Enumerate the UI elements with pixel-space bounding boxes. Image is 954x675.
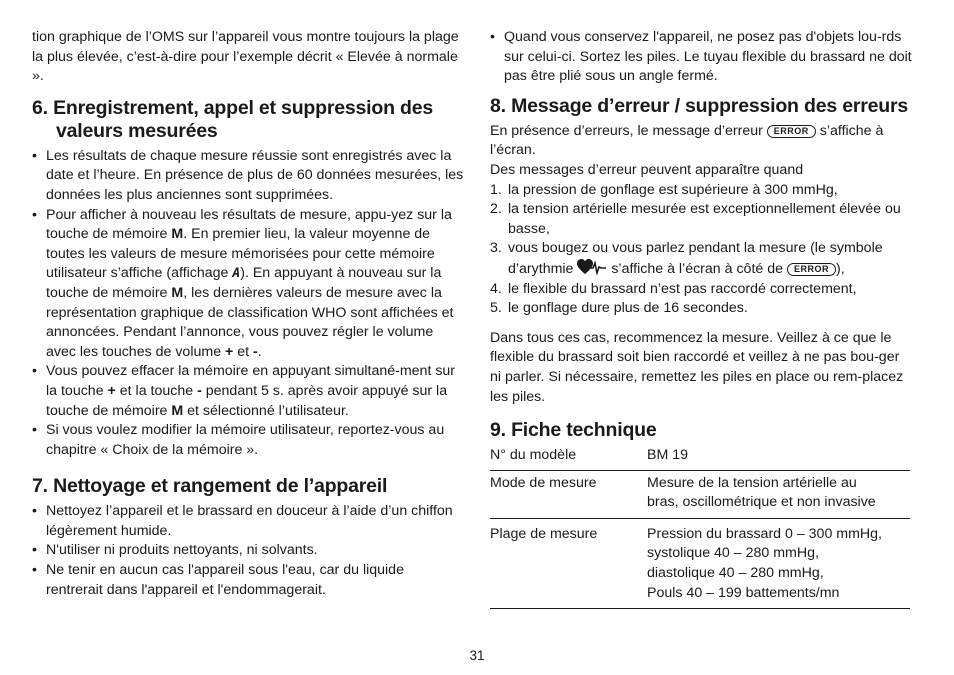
list-item: • Nettoyez l’appareil et le brassard en douceur à l’aide d’un chiffon légèrement humide. bbox=[32, 502, 464, 541]
memory-key-label: M bbox=[171, 402, 184, 419]
list-item: • Ne tenir en aucun cas l'appareil sous l'eau, car du liquide rentrerait dans l'appareil et l'endommagerait. bbox=[32, 561, 464, 600]
minus-key-label: - bbox=[253, 343, 258, 360]
table-row bbox=[490, 518, 910, 608]
minus-key-label: - bbox=[197, 382, 202, 399]
page-number: 31 bbox=[469, 648, 485, 663]
list-item: • Si vous voulez modifier la mémoire utilisateur, reportez-vous au chapitre « Choix de la mémoire ». bbox=[32, 421, 464, 460]
spec-key: N° du modèle bbox=[490, 444, 647, 470]
list-item: 5. le gonflage dure plus de 16 secondes. bbox=[490, 300, 748, 317]
plus-key-label: + bbox=[225, 343, 234, 360]
error-badge: ERROR bbox=[787, 263, 836, 276]
list-item: • N'utiliser ni produits nettoyants, ni solvants. bbox=[32, 541, 464, 561]
section-6-heading: 6. Enregistrement, appel et suppression des valeurs mesurées bbox=[32, 96, 434, 142]
list-item: • Quand vous conservez l'appareil, ne posez pas d'objets lou-rds sur celui-ci. Sortez les piles. Le tuyau flexible du brassard ne doit pas être plié sous un angle fermé. bbox=[490, 28, 912, 87]
memory-key-label: M bbox=[171, 284, 184, 301]
error-remedy-paragraph: Dans tous ces cas, recommencez la mesure. Veillez à ce que le flexible du brassard soit bien raccordé et veillez à ne pas bou-ger ni parler. Si nécessaire, remettez les piles en place ou rem-placez les piles. bbox=[490, 329, 904, 405]
section-6-list bbox=[32, 147, 464, 461]
left-column bbox=[32, 28, 464, 600]
section-8-heading: 8. Message d’erreur / suppression des erreurs bbox=[490, 94, 909, 117]
spec-key: Mode de mesure bbox=[490, 470, 647, 518]
list-item: • Les résultats de chaque mesure réussie sont enregistrés avec la date et l’heure. En présence de plus de 60 données mesurées, les données les plus anciennes sont supprimées. bbox=[32, 147, 464, 206]
average-symbol: A bbox=[232, 266, 241, 282]
error-conditions-lead: Des messages d’erreur peuvent apparaître quand bbox=[490, 161, 804, 178]
section-7-list bbox=[32, 502, 464, 600]
spec-key: Plage de mesure bbox=[490, 518, 647, 608]
list-item: 2. la tension artérielle mesurée est exceptionnellement élevée ou basse, bbox=[490, 201, 901, 237]
arrhythmia-heart-icon bbox=[577, 259, 607, 275]
technical-spec-table bbox=[490, 444, 910, 609]
error-conditions-list bbox=[490, 181, 912, 319]
list-item: 1. la pression de gonflage est supérieure à 300 mmHg, bbox=[490, 181, 838, 198]
intro-paragraph: tion graphique de l’OMS sur l’appareil vous montre toujours la plage la plus élevée, c’est-à-dire pour l’exemple décrit « Elevée à normale ». bbox=[32, 29, 459, 85]
memory-key-label: M bbox=[171, 226, 184, 243]
table-row bbox=[490, 470, 910, 518]
error-intro: En présence d’erreurs, le message d’erreur ERROR s’affiche à l’écran. bbox=[490, 122, 884, 159]
list-item: • Vous pouvez effacer la mémoire en appuyant simultané-ment sur la touche + et la touche - pendant 5 s. après avoir appuyé sur la touche de mémoire M et sélectionné l’utilisateur. bbox=[32, 362, 464, 421]
right-column bbox=[490, 28, 912, 609]
storage-note-list bbox=[490, 28, 912, 87]
list-item: 3. vous bougez ou vous parlez pendant la mesure (le symbole d’arythmie s’affiche à l’écran à côté de ERROR ), bbox=[490, 240, 883, 277]
spec-value: BM 19 bbox=[647, 444, 910, 470]
section-7-heading: 7. Nettoyage et rangement de l’appareil bbox=[32, 475, 388, 498]
list-item: • Pour afficher à nouveau les résultats de mesure, appu-yez sur la touche de mémoire M. En premier lieu, la valeur moyenne de toutes les valeurs de mesure mémorisées pour cette mémoire utilisateur s’affiche (affichage A). En appuyant à nouveau sur la touche de mémoire M, les dernières valeurs de mesure avec la représentation graphique de classification WHO sont affichées et annoncées. Pendant l’annonce, vous pouvez régler le volume avec les touches de volume + et -. bbox=[32, 206, 464, 363]
list-item: 4. le flexible du brassard n’est pas raccordé correctement, bbox=[490, 280, 857, 297]
plus-key-label: + bbox=[107, 382, 116, 399]
spec-value: Mesure de la tension artérielle au bras, oscillométrique et non invasive bbox=[647, 470, 910, 518]
error-badge: ERROR bbox=[767, 125, 816, 138]
section-9-heading: 9. Fiche technique bbox=[490, 419, 657, 442]
table-row bbox=[490, 444, 910, 470]
spec-value: Pression du brassard 0 – 300 mmHg, systolique 40 – 280 mmHg, diastolique 40 – 280 mmHg, Pouls 40 – 199 battements/mn bbox=[647, 518, 910, 608]
